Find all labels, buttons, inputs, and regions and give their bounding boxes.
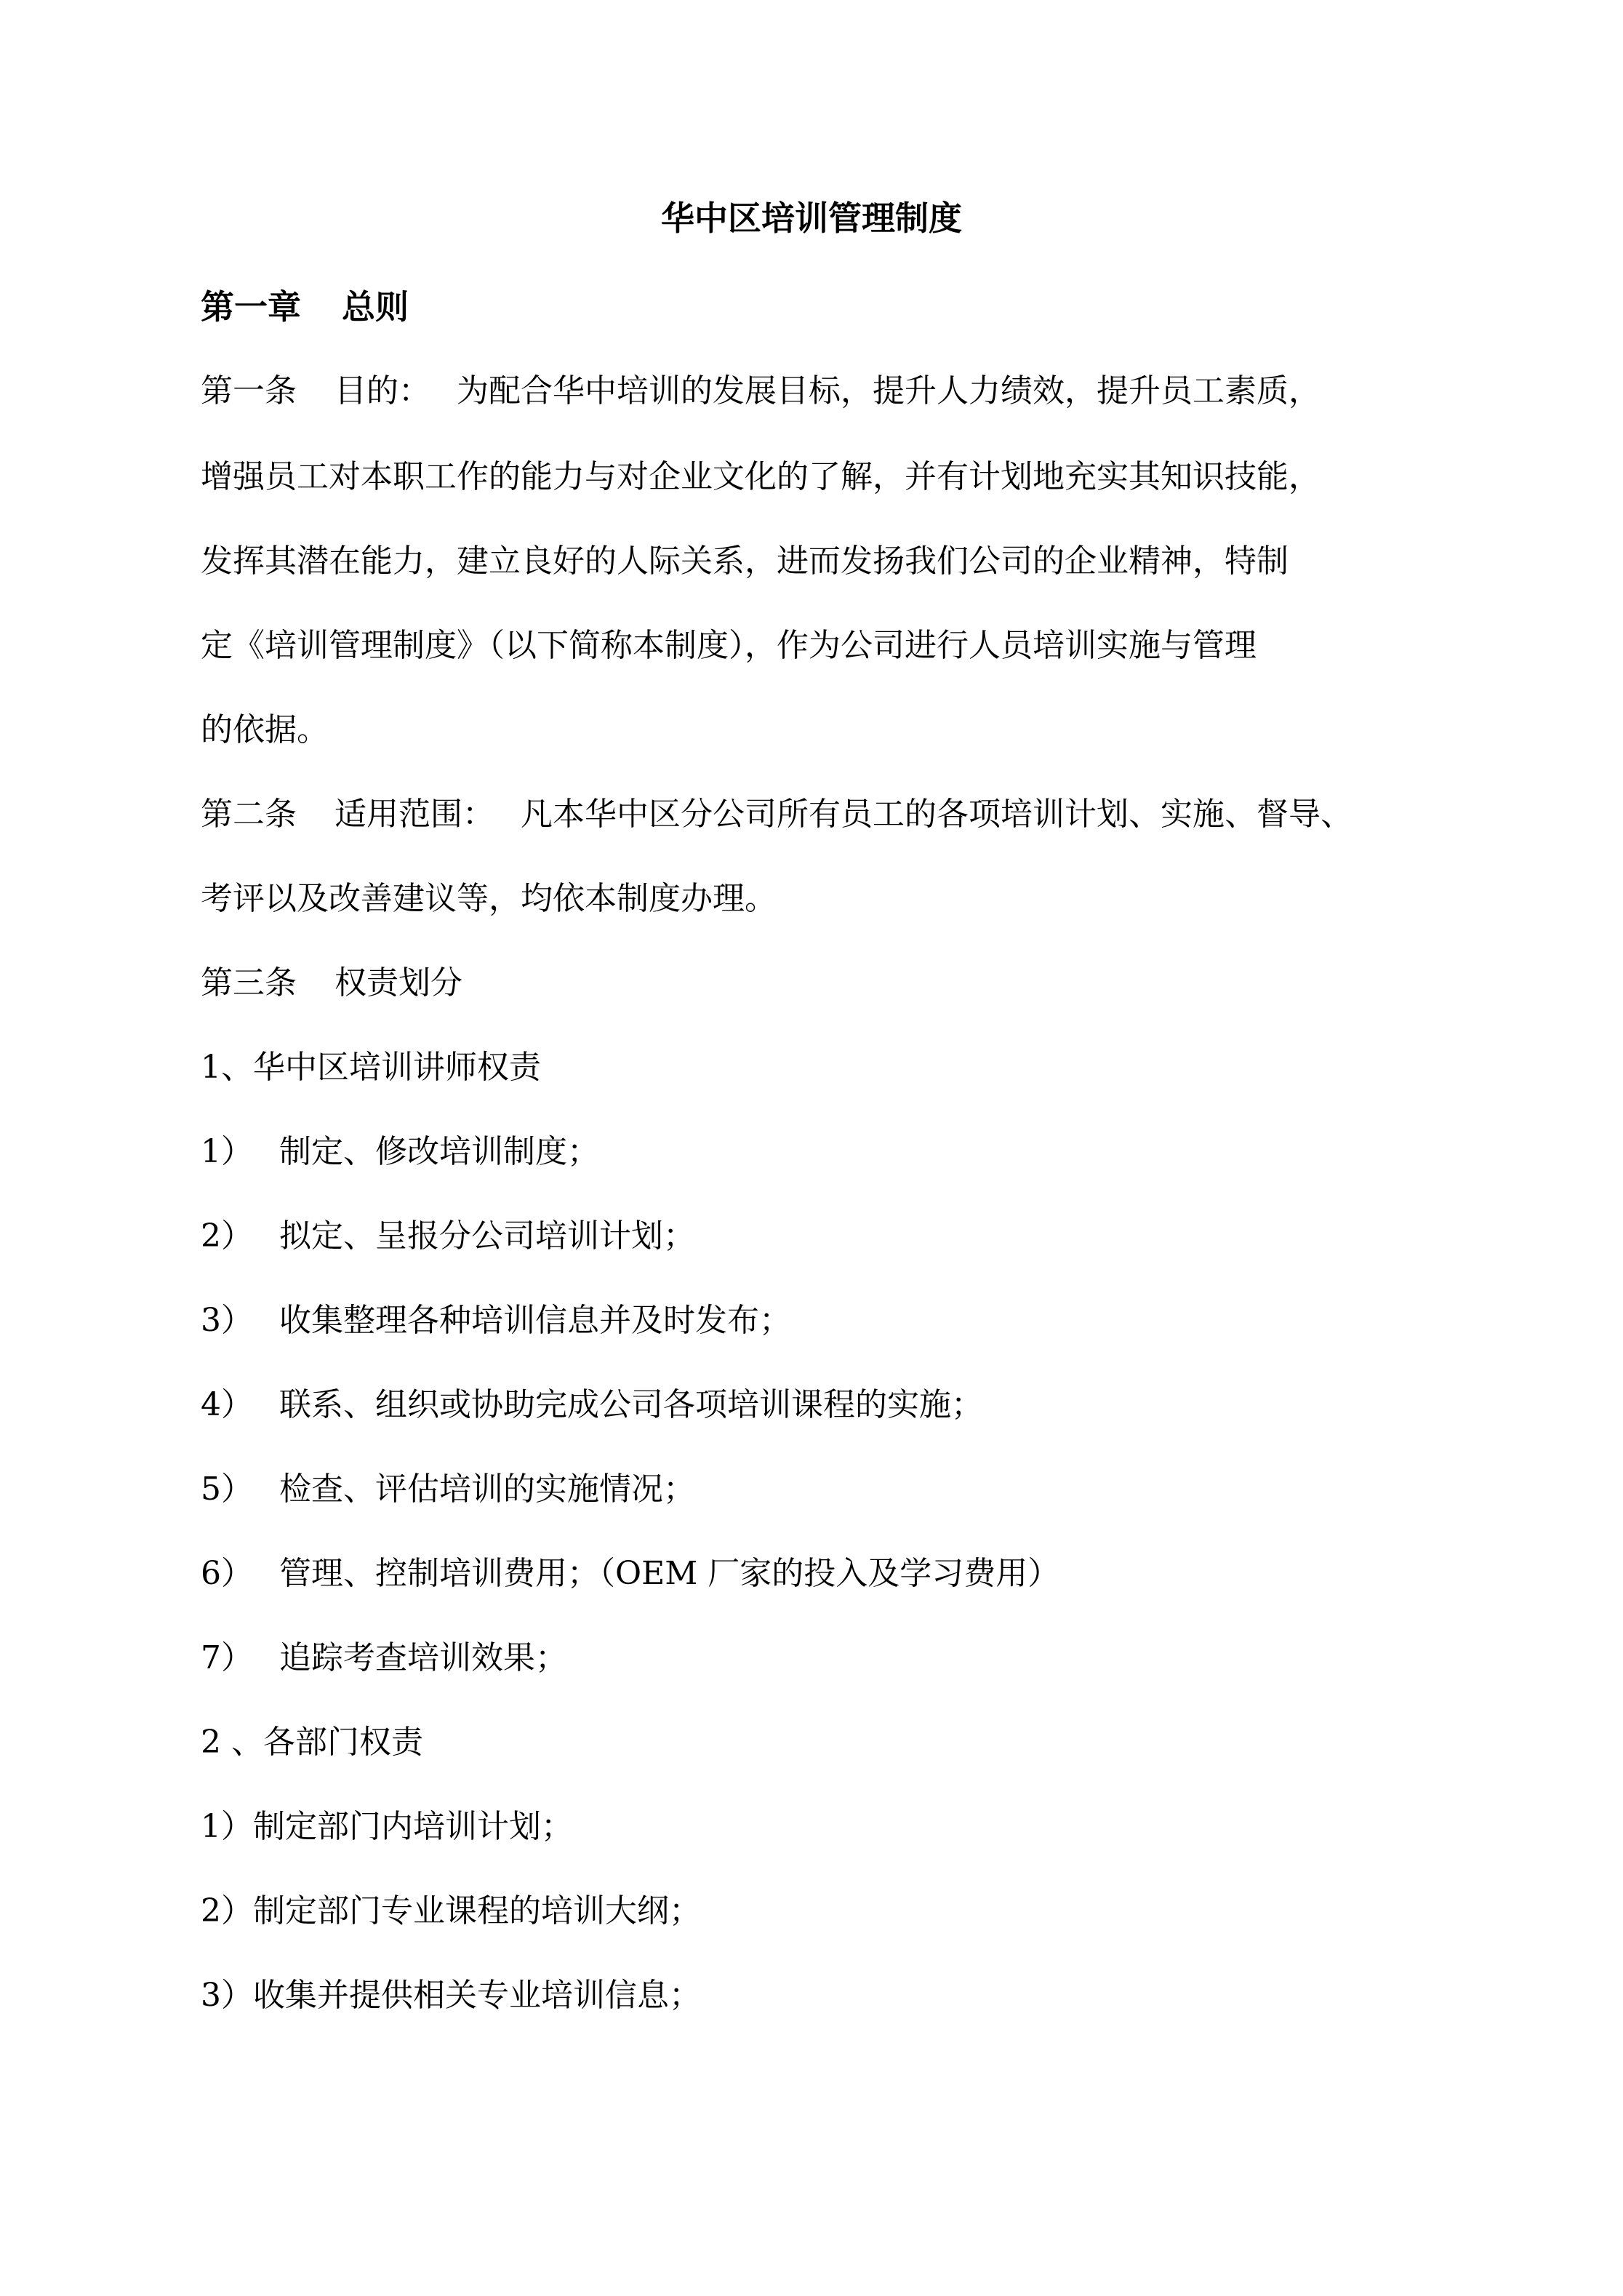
article1-heading: 目的： — [334, 372, 430, 409]
article1-line2: 增强员工对本职工作的能力与对企业文化的了解，并有计划地充实其知识技能， — [201, 458, 1321, 495]
article2-line1 — [201, 791, 1352, 838]
item-number: 3） — [201, 1302, 253, 1339]
section2-heading: 2 、各部门权责 — [201, 1724, 423, 1761]
section1-heading: 1、华中区培训讲师权责 — [201, 1049, 541, 1086]
article3-heading: 权责划分 — [334, 964, 462, 1001]
item-text: 追踪考查培训效果； — [279, 1639, 567, 1676]
article1-line5: 的依据。 — [201, 711, 329, 748]
section1-item — [201, 1297, 791, 1344]
section1-item — [201, 1129, 599, 1175]
article3-line — [201, 960, 462, 1007]
section1-item — [201, 1213, 695, 1260]
article1-line1 — [201, 368, 1321, 415]
article1-line4: 定《培训管理制度》（以下简称本制度），作为公司进行人员培训实施与管理 — [201, 627, 1257, 664]
item-number: 2） — [201, 1217, 253, 1255]
article2-label: 第二条 — [201, 796, 297, 833]
section1-item — [201, 1551, 1059, 1597]
article2-line2: 考评以及改善建议等，均依本制度办理。 — [201, 880, 777, 917]
item-text: 拟定、呈报分公司培训计划； — [279, 1217, 695, 1255]
section2-item: 2）制定部门专业课程的培训大纲； — [201, 1892, 701, 1929]
article1-label: 第一条 — [201, 372, 297, 409]
section1-item — [201, 1635, 567, 1681]
chapter-heading — [201, 284, 409, 330]
section2-item: 3）收集并提供相关专业培训信息； — [201, 1977, 701, 2014]
item-number: 1） — [201, 1133, 253, 1170]
item-number: 5） — [201, 1471, 253, 1508]
article3-label: 第三条 — [201, 964, 297, 1001]
section2-item: 1）制定部门内培训计划； — [201, 1808, 573, 1845]
item-text: 收集整理各种培训信息并及时发布； — [279, 1302, 791, 1339]
article2-text-1: 凡本华中区分公司所有员工的各项培训计划、实施、督导、 — [521, 796, 1352, 833]
section1-item — [201, 1466, 695, 1513]
chapter-name: 总则 — [342, 287, 409, 327]
item-number: 4） — [201, 1386, 253, 1423]
section1-item — [201, 1382, 983, 1428]
article2-heading: 适用范围： — [334, 796, 494, 833]
article1-line3: 发挥其潜在能力，建立良好的人际关系，进而发扬我们公司的企业精神，特制 — [201, 543, 1289, 580]
item-number: 7） — [201, 1639, 253, 1676]
item-text: 制定、修改培训制度； — [279, 1133, 599, 1170]
item-text: 管理、控制培训费用；（OEM 厂家的投入及学习费用） — [279, 1555, 1060, 1592]
article1-text-1: 为配合华中培训的发展目标，提升人力绩效，提升员工素质， — [457, 372, 1321, 409]
document-title: 华中区培训管理制度 — [661, 199, 962, 238]
item-text: 检查、评估培训的实施情况； — [279, 1471, 695, 1508]
item-number: 6） — [201, 1555, 253, 1592]
item-text: 联系、组织或协助完成公司各项培训课程的实施； — [279, 1386, 983, 1423]
chapter-number: 第一章 — [201, 287, 301, 327]
